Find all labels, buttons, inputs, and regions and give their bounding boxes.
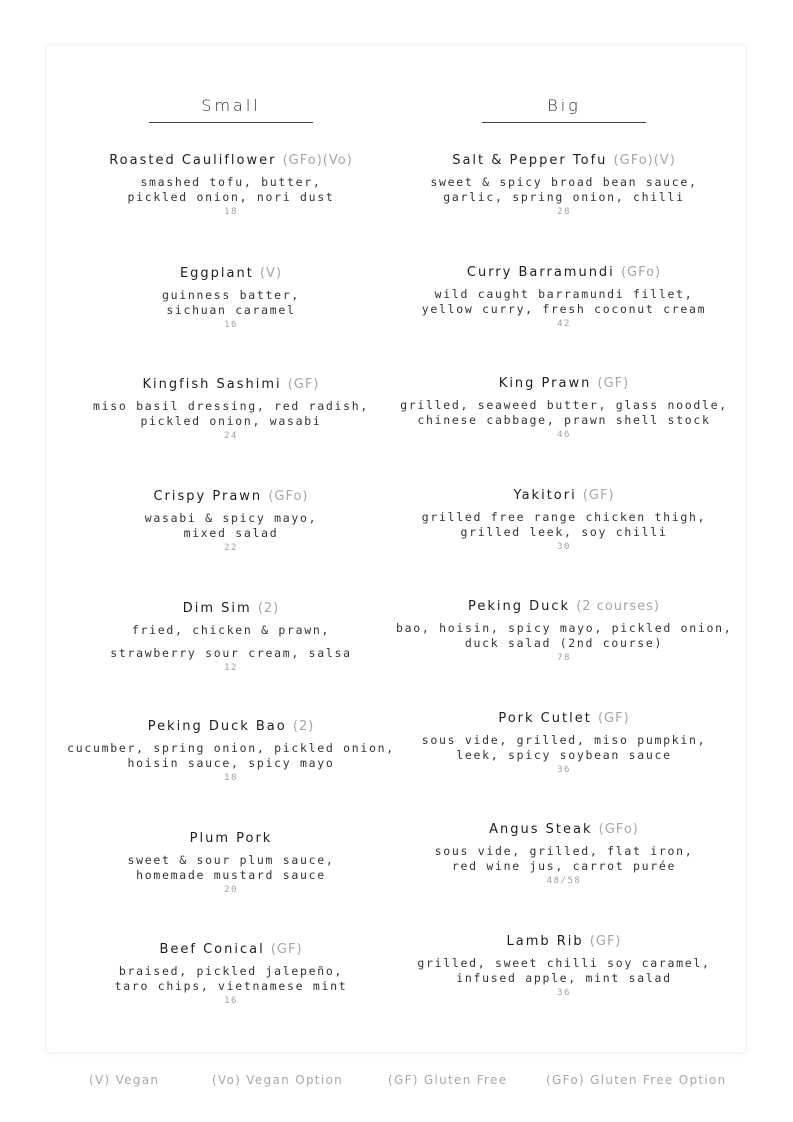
item-tag: (GF) (582, 488, 615, 503)
item-tag: (GFo)(Vo) (282, 153, 353, 168)
menu-item (396, 153, 732, 217)
item-price: 46 (557, 430, 571, 440)
menu-item (396, 376, 732, 440)
item-description: braised, pickled jalepeño, taro chips, vietnamese mint (114, 964, 348, 993)
menu-item (63, 377, 399, 441)
item-name: Angus Steak (GFo) (489, 822, 639, 837)
item-description: sous vide, grilled, flat iron, red wine jus, carrot purée (434, 844, 694, 873)
legend-gluten-free: (GF) Gluten Free (388, 1073, 508, 1087)
item-description: smashed tofu, butter, pickled onion, nori dust (127, 175, 335, 204)
menu-item (396, 599, 732, 663)
legend-vegan-option: (Vo) Vegan Option (212, 1073, 343, 1087)
item-price: 12 (224, 663, 238, 673)
legend-gluten-free-option: (GFo) Gluten Free Option (546, 1073, 727, 1087)
item-name: Salt & Pepper Tofu (GFo)(V) (452, 153, 676, 168)
item-tag: (GFo) (598, 822, 639, 837)
small-heading: Small (149, 96, 313, 123)
item-tag: (GF) (597, 711, 630, 726)
item-description: guinness batter, sichuan caramel (162, 288, 300, 317)
menu-item (63, 942, 399, 1006)
item-description: miso basil dressing, red radish, pickled onion, wasabi (93, 399, 369, 428)
item-name: Peking Duck Bao (2) (147, 719, 315, 734)
item-description: sous vide, grilled, miso pumpkin, leek, spicy soybean sauce (421, 733, 707, 762)
menu-item (63, 831, 399, 895)
big-heading: Big (482, 96, 646, 123)
item-tag: (GFo)(V) (613, 153, 676, 168)
item-name: Plum Pork (189, 831, 273, 846)
menu-sheet (47, 46, 745, 1052)
legend-vegan: (V) Vegan (89, 1073, 160, 1087)
item-price: 42 (557, 319, 571, 329)
item-price: 48/58 (546, 876, 582, 886)
item-name: Peking Duck (2 courses) (468, 599, 660, 614)
item-tag: (2) (257, 601, 280, 616)
item-price: 28 (557, 207, 571, 217)
item-tag: (GF) (589, 934, 622, 949)
menu-item (396, 711, 732, 775)
item-name: Pork Cutlet (GF) (498, 711, 630, 726)
item-price: 22 (224, 543, 238, 553)
menu-item (396, 934, 732, 998)
menu-item (396, 265, 732, 329)
item-name: Kingfish Sashimi (GF) (142, 377, 320, 392)
item-name: Dim Sim (2) (182, 601, 280, 616)
item-name: Lamb Rib (GF) (506, 934, 622, 949)
item-name: Roasted Cauliflower (GFo)(Vo) (109, 153, 353, 168)
item-tag: (GF) (270, 942, 303, 957)
menu-item (63, 266, 399, 330)
item-price: 78 (557, 653, 571, 663)
item-tag: (GF) (287, 377, 320, 392)
item-description: wild caught barramundi fillet, yellow curry, fresh coconut cream (421, 287, 707, 316)
item-tag: (2 courses) (576, 599, 660, 614)
item-price: 16 (224, 320, 238, 330)
item-price: 18 (224, 773, 238, 783)
item-name: Yakitori (GF) (513, 488, 615, 503)
item-price: 24 (224, 431, 238, 441)
item-tag: (GFo) (620, 265, 662, 280)
menu-item (63, 719, 399, 783)
item-name: Crispy Prawn (GFo) (153, 489, 309, 504)
item-tag: (GF) (597, 376, 630, 391)
menu-item (63, 489, 399, 553)
item-price: 36 (557, 988, 571, 998)
item-tag: (V) (259, 266, 283, 281)
item-tag: (2) (292, 719, 315, 734)
item-description: grilled free range chicken thigh, grilled leek, soy chilli (421, 510, 707, 539)
menu-item (63, 601, 399, 673)
item-price: 16 (224, 996, 238, 1006)
item-description: grilled, seaweed butter, glass noodle, chinese cabbage, prawn shell stock (400, 398, 728, 427)
item-description: sweet & sour plum sauce, homemade mustard sauce (127, 853, 335, 882)
item-price: 30 (557, 542, 571, 552)
item-description: bao, hoisin, spicy mayo, pickled onion, duck salad (2nd course) (396, 621, 733, 650)
menu-item (63, 153, 399, 217)
item-price: 20 (224, 885, 238, 895)
item-description: grilled, sweet chilli soy caramel, infused apple, mint salad (417, 956, 711, 985)
item-name: King Prawn (GF) (498, 376, 630, 391)
menu-item (396, 822, 732, 886)
item-price: 36 (557, 765, 571, 775)
item-name: Beef Conical (GF) (159, 942, 303, 957)
item-tag: (GFo) (268, 489, 309, 504)
item-description: sweet & spicy broad bean sauce, garlic, spring onion, chilli (430, 175, 698, 204)
item-description: wasabi & spicy mayo, mixed salad (144, 511, 318, 540)
dietary-legend (0, 1073, 793, 1089)
item-price: 18 (224, 207, 238, 217)
item-name: Eggplant (V) (179, 266, 283, 281)
menu-item (396, 488, 732, 552)
item-name: Curry Barramundi (GFo) (466, 265, 662, 280)
item-description: cucumber, spring onion, pickled onion, hoisin sauce, spicy mayo (67, 741, 395, 770)
item-description: fried, chicken & prawn, strawberry sour cream, salsa (110, 623, 352, 660)
